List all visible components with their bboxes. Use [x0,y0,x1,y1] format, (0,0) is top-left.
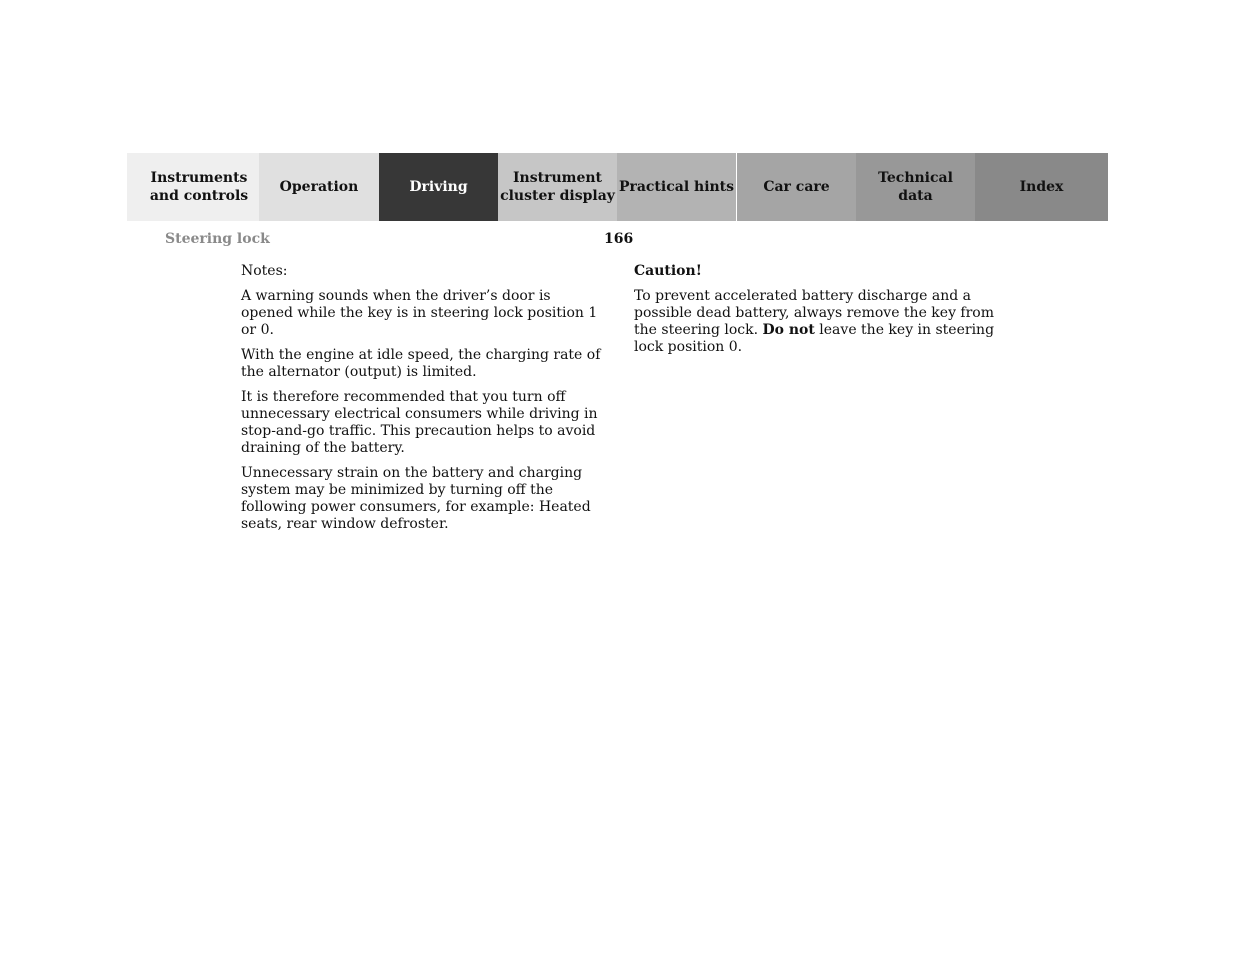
caution-column [634,263,996,364]
caution-text-emphasis: Do not [762,322,815,338]
tab-driving[interactable]: Driving [379,153,498,221]
notes-heading: Notes: [241,263,288,279]
notes-paragraph: Unnecessary strain on the battery and charging system may be minimized by turning off the following power consumers, for example: Heated seats, rear window defroster. [241,465,591,532]
caution-text-after: leave the key in steering lock position 0. [634,322,995,355]
tab-operation[interactable]: Operation [259,153,379,221]
tab-technical-data[interactable]: Technical data [856,153,975,221]
caution-text-before: To prevent accelerated battery discharge and a possible dead battery, always remove the key from the steering lock. [634,288,995,338]
tab-instruments-and-controls[interactable]: Instruments and controls [127,153,259,221]
chapter-tab-bar [127,153,1108,221]
tab-index[interactable]: Index [975,153,1108,221]
caution-heading: Caution! [634,263,702,279]
notes-paragraph: A warning sounds when the driver’s door is opened while the key is in steering lock position 1 or 0. [241,288,598,338]
tab-instrument-cluster-display[interactable]: Instrument cluster display [498,153,617,221]
tab-car-care[interactable]: Car care [736,153,856,221]
notes-paragraph: With the engine at idle speed, the charging rate of the alternator (output) is limited. [241,347,601,380]
notes-paragraph: It is therefore recommended that you turn off unnecessary electrical consumers while driving in stop-and-go traffic. This precaution helps to avoid draining of the battery. [241,389,598,456]
tab-practical-hints[interactable]: Practical hints [617,153,736,221]
section-title: Steering lock [165,231,270,247]
page-number: 166 [604,231,634,247]
notes-column [241,263,606,541]
caution-text [634,288,996,356]
